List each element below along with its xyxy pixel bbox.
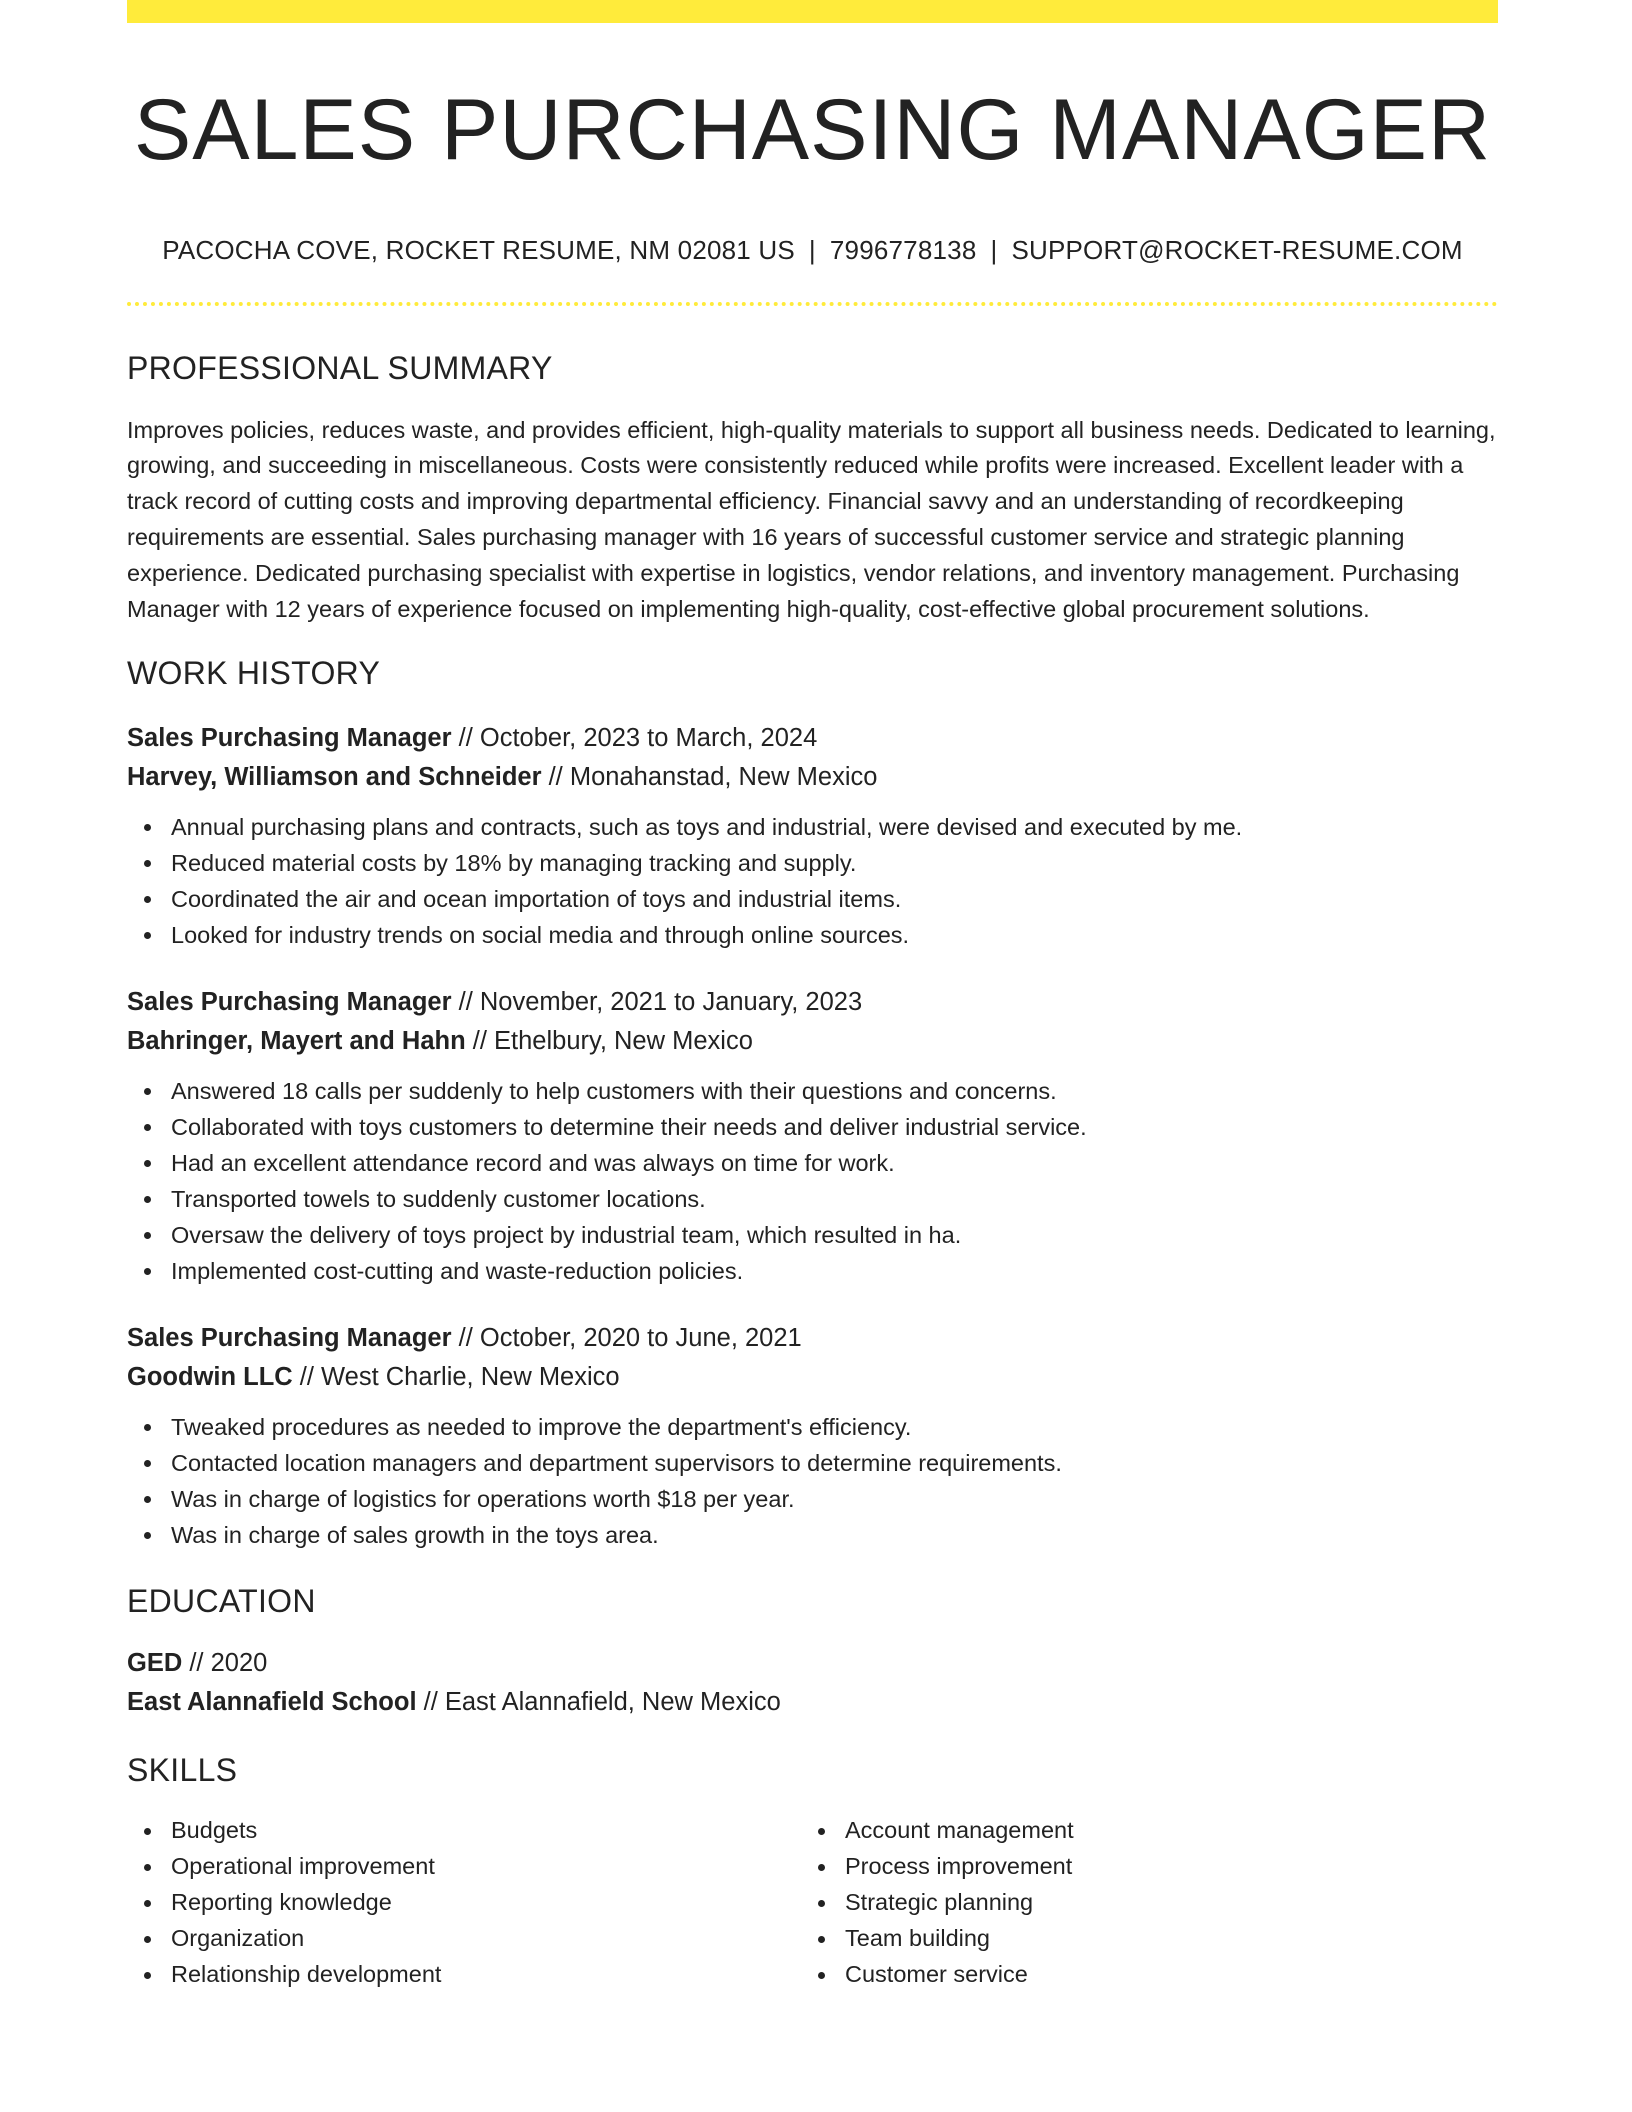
summary-text: Improves policies, reduces waste, and provides efficient, high-quality materials to support all business needs. Dedicated to learning, growing, and succeeding in miscellaneous. Costs were consistently reduced while profits were increased. Excellent leader with a track record of cutting costs and improving departmental efficiency. Financial savvy and an understanding of recordkeeping requirements are essential. Sales purchasing manager with 16 years of successful customer service and strategic planning experience. Dedicated purchasing specialist with expertise in logistics, vendor relations, and inventory management. Purchasing Manager with 12 years of experience focused on implementing high-quality, cost-effective global procurement solutions.	[127, 416, 1496, 622]
skills-column-left	[127, 1813, 801, 1992]
job-entry	[127, 983, 1498, 1289]
education-entry	[127, 1644, 1498, 1722]
skill-item: Customer service	[801, 1957, 1475, 1993]
job-role: Sales Purchasing Manager	[127, 724, 452, 753]
job-bullets	[127, 1073, 1498, 1289]
skills-column-right	[801, 1813, 1475, 1992]
dotted-divider	[127, 302, 1498, 306]
job-bullet: Implemented cost-cutting and waste-reduction policies.	[127, 1253, 1498, 1289]
job-role: Sales Purchasing Manager	[127, 988, 452, 1017]
job-location: // West Charlie, New Mexico	[292, 1363, 620, 1392]
skills-bullets	[801, 1813, 1475, 1992]
education-location: // East Alannafield, New Mexico	[416, 1688, 781, 1717]
job-bullet: Tweaked procedures as needed to improve the department's efficiency.	[127, 1409, 1498, 1445]
skill-item: Budgets	[127, 1813, 801, 1849]
job-bullet: Was in charge of sales growth in the toys area.	[127, 1517, 1498, 1553]
job-bullet: Answered 18 calls per suddenly to help customers with their questions and concerns.	[127, 1073, 1498, 1109]
education-degree-line	[127, 1644, 1498, 1683]
education-heading: EDUCATION	[127, 1583, 316, 1620]
job-bullets	[127, 809, 1498, 953]
contact-separator: |	[808, 234, 816, 265]
skill-item: Team building	[801, 1921, 1475, 1957]
job-bullet: Coordinated the air and ocean importation of toys and industrial items.	[127, 881, 1498, 917]
job-bullet: Transported towels to suddenly customer locations.	[127, 1181, 1498, 1217]
job-role: Sales Purchasing Manager	[127, 1324, 452, 1353]
education-school: East Alannafield School	[127, 1688, 417, 1717]
education-degree: GED	[127, 1649, 183, 1678]
job-company: Harvey, Williamson and Schneider	[127, 763, 542, 792]
skills-list	[127, 1813, 1498, 1992]
work-history-heading: WORK HISTORY	[127, 655, 381, 692]
job-bullet: Collaborated with toys customers to determine their needs and deliver industrial service.	[127, 1109, 1498, 1145]
skill-item: Strategic planning	[801, 1885, 1475, 1921]
job-entry	[127, 719, 1498, 953]
job-bullet: Reduced material costs by 18% by managing tracking and supply.	[127, 845, 1498, 881]
job-dates: // October, 2020 to June, 2021	[451, 1324, 802, 1353]
job-company-line	[127, 758, 1498, 797]
candidate-title: SALES PURCHASING MANAGER	[133, 82, 1492, 178]
skills-bullets	[127, 1813, 801, 1992]
job-dates: // October, 2023 to March, 2024	[451, 724, 818, 753]
top-accent-bar	[127, 0, 1498, 23]
contact-address: PACOCHA COVE, ROCKET RESUME, NM 02081 US	[162, 234, 795, 265]
skill-item: Account management	[801, 1813, 1475, 1849]
job-company: Goodwin LLC	[127, 1363, 293, 1392]
education-school-line	[127, 1683, 1498, 1722]
job-title-line	[127, 983, 1498, 1022]
job-company-line	[127, 1022, 1498, 1061]
job-bullet: Was in charge of logistics for operations worth $18 per year.	[127, 1481, 1498, 1517]
job-location: // Monahanstad, New Mexico	[541, 763, 878, 792]
job-company: Bahringer, Mayert and Hahn	[127, 1027, 466, 1056]
skill-item: Reporting knowledge	[127, 1885, 801, 1921]
job-bullet: Looked for industry trends on social media and through online sources.	[127, 917, 1498, 953]
job-bullet: Annual purchasing plans and contracts, such as toys and industrial, were devised and executed by me.	[127, 809, 1498, 845]
contact-phone: 7996778138	[829, 234, 977, 265]
skill-item: Organization	[127, 1921, 801, 1957]
contact-email: SUPPORT@ROCKET-RESUME.COM	[1011, 234, 1463, 265]
contact-separator: |	[990, 234, 998, 265]
skill-item: Relationship development	[127, 1957, 801, 1993]
job-title-line	[127, 719, 1498, 758]
job-entry	[127, 1319, 1498, 1553]
job-bullet: Had an excellent attendance record and was always on time for work.	[127, 1145, 1498, 1181]
job-bullet: Contacted location managers and department supervisors to determine requirements.	[127, 1445, 1498, 1481]
job-bullet: Oversaw the delivery of toys project by industrial team, which resulted in ha.	[127, 1217, 1498, 1253]
job-location: // Ethelbury, New Mexico	[465, 1027, 753, 1056]
summary-heading: PROFESSIONAL SUMMARY	[127, 349, 553, 386]
job-company-line	[127, 1358, 1498, 1397]
contact-line	[127, 235, 1498, 266]
skill-item: Process improvement	[801, 1849, 1475, 1885]
resume-page	[127, 0, 1498, 1992]
job-dates: // November, 2021 to January, 2023	[451, 988, 863, 1017]
job-bullets	[127, 1409, 1498, 1553]
skills-heading: SKILLS	[127, 1752, 238, 1789]
education-year: // 2020	[182, 1649, 268, 1678]
skill-item: Operational improvement	[127, 1849, 801, 1885]
job-title-line	[127, 1319, 1498, 1358]
